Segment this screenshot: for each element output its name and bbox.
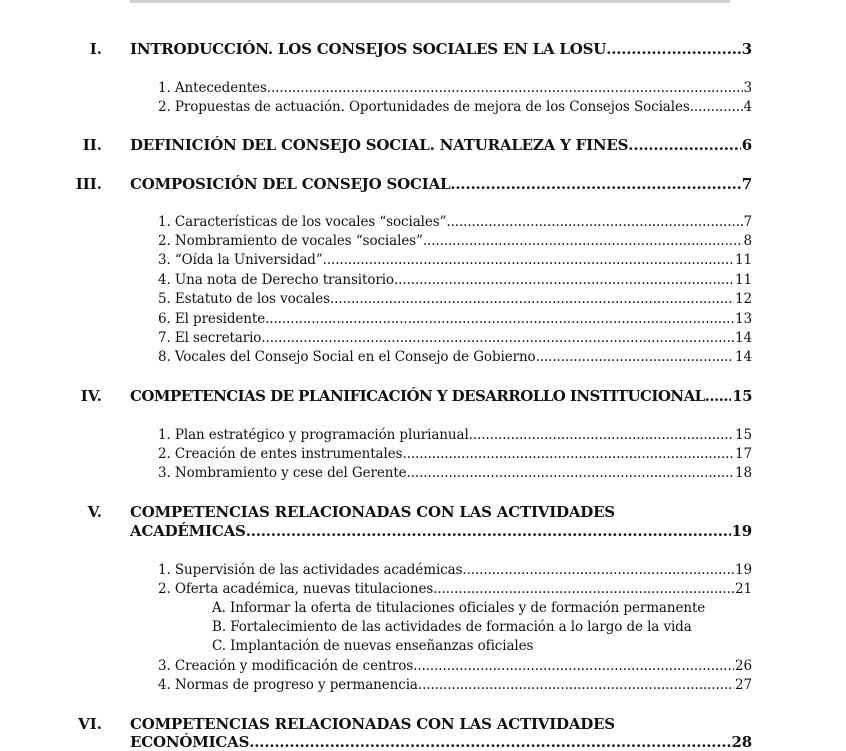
dot-leader xyxy=(450,175,740,193)
toc-entry-section-6[interactable] xyxy=(130,733,752,751)
dot-leader xyxy=(536,349,734,365)
toc-entry-3-1[interactable] xyxy=(158,214,752,230)
toc-page-number: 28 xyxy=(731,733,752,751)
dot-leader xyxy=(267,80,743,96)
toc-page-number: 7 xyxy=(741,175,752,193)
toc-page-number: 21 xyxy=(735,581,752,597)
toc-entry-3-4[interactable] xyxy=(158,272,752,288)
toc-page-number: 14 xyxy=(735,349,752,365)
toc-entry-5-4[interactable] xyxy=(158,677,752,693)
toc-entry-title: 2. Nombramiento de vocales “sociales” xyxy=(158,233,423,249)
toc-entry-title: 6. El presidente xyxy=(158,311,266,327)
toc-entry-title: 8. Vocales del Consejo Social en el Consejo de Gobierno xyxy=(158,349,536,365)
toc-entry-4-1[interactable] xyxy=(158,427,752,443)
toc-entry-title: 2. Creación de entes instrumentales xyxy=(158,446,403,462)
toc-entry-3-8[interactable] xyxy=(158,349,752,365)
toc-entry-section-3[interactable] xyxy=(130,175,752,193)
toc-entry-section-4[interactable] xyxy=(130,387,752,405)
toc-entry-4-2[interactable] xyxy=(158,446,752,462)
toc-entry-title: 1. Supervisión de las actividades académicas xyxy=(158,562,463,578)
toc-entry-3-3[interactable] xyxy=(158,252,752,268)
toc-entry-section-1[interactable] xyxy=(130,40,752,58)
dot-leader xyxy=(407,465,734,481)
toc-entry-section-2[interactable] xyxy=(130,136,752,154)
toc-entry-title: 1. Plan estratégico y programación plurianual xyxy=(158,427,469,443)
toc-entry-title: 7. El secretario xyxy=(158,330,262,346)
toc-entry-3-5[interactable] xyxy=(158,291,752,307)
dot-leader xyxy=(705,387,732,405)
toc-entry-title: 2. Oferta académica, nuevas titulaciones xyxy=(158,581,434,597)
dot-leader xyxy=(265,311,734,327)
toc-page-number: 18 xyxy=(735,465,752,481)
toc-entry-title: 1. Características de los vocales “sociales” xyxy=(158,214,447,230)
section-numeral: IV. xyxy=(80,387,102,405)
toc-page-number: 4 xyxy=(743,99,752,115)
toc-page-number: 14 xyxy=(735,330,752,346)
dot-leader xyxy=(246,522,731,540)
dot-leader xyxy=(418,677,734,693)
toc-entry-title: COMPOSICIÓN DEL CONSEJO SOCIAL xyxy=(130,175,451,193)
dot-leader xyxy=(330,291,734,307)
toc-entry-title: ECONÓMICAS xyxy=(130,733,250,751)
toc-entry-title-line1[interactable]: COMPETENCIAS RELACIONADAS CON LAS ACTIVIDADES xyxy=(130,715,615,733)
toc-entry-3-2[interactable] xyxy=(158,233,752,249)
toc-entry-title: 5. Estatuto de los vocales xyxy=(158,291,330,307)
toc-page-number: 12 xyxy=(735,291,752,307)
toc-entry-4-3[interactable] xyxy=(158,465,752,481)
dot-leader xyxy=(413,658,734,674)
toc-entry-title: 3. Creación y modificación de centros xyxy=(158,658,414,674)
toc-page-number: 15 xyxy=(732,387,752,405)
toc-entry-title: INTRODUCCIÓN. LOS CONSEJOS SOCIALES EN LA LOSU xyxy=(130,40,607,58)
toc-entry-5-3[interactable] xyxy=(158,658,752,674)
dot-leader xyxy=(423,233,743,249)
toc-entry-3-7[interactable] xyxy=(158,330,752,346)
toc-entry-title: 1. Antecedentes xyxy=(158,80,267,96)
toc-entry-title-line1[interactable]: COMPETENCIAS RELACIONADAS CON LAS ACTIVIDADES xyxy=(130,503,615,521)
toc-entry-5-2[interactable] xyxy=(158,581,752,597)
toc-entry-title: 4. Una nota de Derecho transitorio xyxy=(158,272,394,288)
dot-leader xyxy=(462,562,734,578)
toc-entry-5-1[interactable] xyxy=(158,562,752,578)
toc-page-number: 19 xyxy=(735,562,752,578)
toc-page-number: 17 xyxy=(735,446,752,462)
toc-page-number: 3 xyxy=(741,40,752,58)
dot-leader xyxy=(323,252,734,268)
toc-subentry-5-2-c[interactable]: C. Implantación de nuevas enseñanzas oficiales xyxy=(212,638,534,654)
toc-entry-title: DEFINICIÓN DEL CONSEJO SOCIAL. NATURALEZA Y FINES xyxy=(130,136,629,154)
toc-entry-title: ACADÉMICAS xyxy=(130,522,246,540)
toc-entry-title: 3. Nombramiento y cese del Gerente xyxy=(158,465,407,481)
toc-page-number: 13 xyxy=(735,311,752,327)
section-numeral: I. xyxy=(89,40,102,58)
toc-entry-1-2[interactable] xyxy=(158,99,752,115)
section-numeral: VI. xyxy=(78,715,102,733)
dot-leader xyxy=(394,272,734,288)
dot-leader xyxy=(690,99,743,115)
toc-subentry-5-2-a[interactable]: A. Informar la oferta de titulaciones oficiales y de formación permanente xyxy=(212,600,706,616)
dot-leader xyxy=(628,136,740,154)
toc-entry-title: 4. Normas de progreso y permanencia xyxy=(158,677,418,693)
toc-page-number: 19 xyxy=(731,522,752,540)
dot-leader xyxy=(249,733,730,751)
toc-entry-title: 3. “Oída la Universidad” xyxy=(158,252,323,268)
toc-entry-title: COMPETENCIAS DE PLANIFICACIÓN Y DESARROLLO INSTITUCIONAL xyxy=(130,387,705,405)
dot-leader xyxy=(469,427,734,443)
toc-page-number: 11 xyxy=(735,272,752,288)
dot-leader xyxy=(446,214,742,230)
toc-page-number: 3 xyxy=(743,80,752,96)
dot-leader xyxy=(261,330,734,346)
toc-page-number: 7 xyxy=(743,214,752,230)
section-numeral: V. xyxy=(87,503,102,521)
toc-entry-title: 2. Propuestas de actuación. Oportunidades de mejora de los Consejos Sociales xyxy=(158,99,690,115)
toc-page-number: 6 xyxy=(741,136,752,154)
toc-subentry-5-2-b[interactable]: B. Fortalecimiento de las actividades de formación a lo largo de la vida xyxy=(212,619,692,635)
toc-page-number: 15 xyxy=(735,427,752,443)
dot-leader xyxy=(433,581,734,597)
toc-entry-1-1[interactable] xyxy=(158,80,752,96)
toc-page-number: 8 xyxy=(743,233,752,249)
toc-page-number: 26 xyxy=(735,658,752,674)
dot-leader xyxy=(402,446,734,462)
dot-leader xyxy=(606,40,741,58)
section-numeral: II. xyxy=(82,136,102,154)
section-numeral: III. xyxy=(75,175,102,193)
toc-page-number: 27 xyxy=(735,677,752,693)
toc-entry-section-5[interactable] xyxy=(130,522,752,540)
toc-page-number: 11 xyxy=(735,252,752,268)
toc-entry-3-6[interactable] xyxy=(158,311,752,327)
